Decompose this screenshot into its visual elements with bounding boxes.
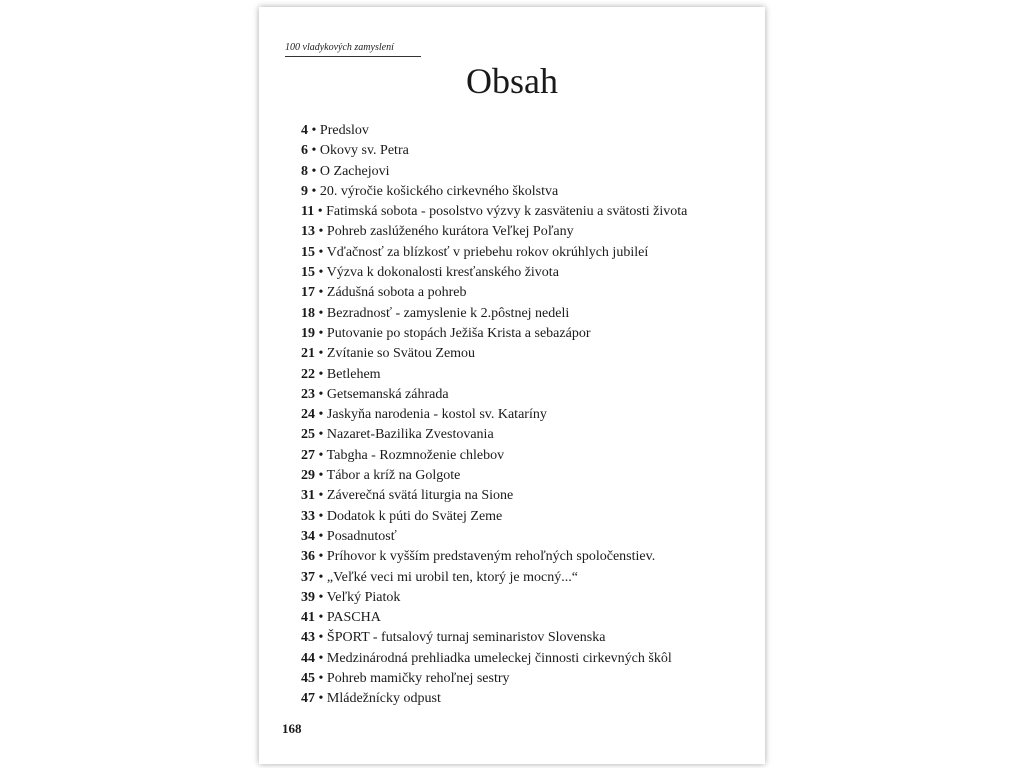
toc-bullet: • [308, 143, 320, 159]
toc-bullet: • [315, 589, 327, 605]
toc-entry [301, 324, 687, 344]
toc-entry-title: Putovanie po stopách Ježiša Krista a sebazápor [326, 325, 591, 341]
toc-entry [301, 405, 687, 425]
toc-bullet: • [315, 224, 327, 240]
toc-entry-title: Výzva k dokonalosti kresťanského života [326, 265, 559, 281]
toc-page-number: 18 [301, 305, 315, 321]
toc-bullet: • [308, 183, 320, 199]
toc-entry-title: O Zachejovi [319, 163, 390, 179]
toc-entry-title: Bezradnosť - zamyslenie k 2.pôstnej nedeli [326, 305, 570, 321]
toc-entry-title: Pohreb zaslúženého kurátora Veľkej Poľany [326, 224, 574, 240]
toc-entry-title: Posadnutosť [326, 528, 397, 544]
toc-entry-title: Okovy sv. Petra [319, 143, 409, 159]
toc-entry [301, 283, 687, 303]
toc-entry-title: Vďačnosť za blízkosť v priebehu rokov okrúhlych jubileí [326, 244, 649, 260]
toc-entry-title: Jaskyňa narodenia - kostol sv. Kataríny [326, 407, 547, 423]
toc-entry [301, 446, 687, 466]
toc-entry [301, 588, 687, 608]
toc-entry-title: Zvítanie so Svätou Zemou [326, 346, 476, 362]
toc-entry [301, 568, 687, 588]
toc-page-number: 47 [301, 691, 315, 707]
toc-entry-title: Príhovor k vyšším predstaveným rehoľných spoločenstiev. [326, 549, 656, 565]
toc-bullet: • [315, 305, 327, 321]
toc-entry [301, 689, 687, 709]
toc-page-number: 36 [301, 549, 315, 565]
toc-entry [301, 486, 687, 506]
toc-entry-title: Getsemanská záhrada [326, 386, 449, 402]
toc-entry-title: ŠPORT - futsalový turnaj seminaristov Slovenska [326, 630, 606, 646]
toc-bullet: • [314, 204, 327, 220]
toc-entry [301, 628, 687, 648]
toc-page-number: 13 [301, 224, 315, 240]
toc-bullet: • [315, 407, 327, 423]
toc-entry [301, 344, 687, 364]
toc-entry [301, 669, 687, 689]
toc-entry [301, 222, 687, 242]
toc-entry-title: Zádušná sobota a pohreb [326, 285, 467, 301]
toc-bullet: • [315, 265, 327, 281]
toc-bullet: • [315, 508, 327, 524]
toc-entry-title: Veľký Piatok [326, 589, 401, 605]
table-of-contents [301, 121, 687, 710]
toc-page-number: 39 [301, 589, 315, 605]
toc-page-number: 41 [301, 610, 315, 626]
toc-bullet: • [315, 671, 327, 687]
toc-entry [301, 507, 687, 527]
toc-entry [301, 649, 687, 669]
toc-page-number: 45 [301, 671, 315, 687]
page-number: 168 [282, 721, 302, 736]
toc-entry-title: Nazaret-Bazilika Zvestovania [326, 427, 494, 443]
toc-page-number: 23 [301, 386, 315, 402]
toc-page-number: 33 [301, 508, 315, 524]
toc-page-number: 19 [301, 325, 315, 341]
toc-entry [301, 162, 687, 182]
toc-bullet: • [315, 468, 327, 484]
toc-bullet: • [315, 528, 327, 544]
toc-entry-title: Tábor a kríž na Golgote [326, 468, 461, 484]
toc-entry-title: Medzinárodná prehliadka umeleckej činnosti cirkevných škôl [326, 650, 672, 666]
toc-bullet: • [315, 386, 327, 402]
toc-entry-title: Fatimská sobota - posolstvo výzvy k zasväteniu a svätosti života [326, 204, 688, 220]
toc-bullet: • [315, 366, 327, 382]
toc-bullet: • [308, 163, 320, 179]
toc-page-number: 25 [301, 427, 315, 443]
toc-bullet: • [315, 691, 327, 707]
toc-entry-title: Betlehem [326, 366, 381, 382]
toc-bullet: • [315, 488, 327, 504]
toc-page-number: 22 [301, 366, 315, 382]
toc-entry-title: PASCHA [326, 610, 381, 626]
toc-bullet: • [315, 447, 327, 463]
toc-page-number: 37 [301, 569, 315, 585]
toc-entry-title: Mládežnícky odpust [326, 691, 441, 707]
toc-page-number: 44 [301, 650, 315, 666]
toc-entry [301, 182, 687, 202]
toc-entry [301, 263, 687, 283]
toc-bullet: • [315, 285, 327, 301]
toc-page-number: 11 [301, 204, 315, 220]
toc-bullet: • [315, 650, 327, 666]
toc-bullet: • [315, 610, 327, 626]
toc-page-number: 4 [301, 123, 308, 138]
toc-bullet: • [315, 549, 327, 565]
toc-bullet: • [315, 325, 327, 341]
toc-entry [301, 304, 687, 324]
toc-entry-title: Dodatok k púti do Svätej Zeme [326, 508, 503, 524]
toc-entry-title: Predslov [319, 123, 369, 138]
toc-bullet: • [315, 630, 327, 646]
toc-entry [301, 385, 687, 405]
book-page [259, 7, 765, 764]
toc-entry [301, 202, 687, 222]
toc-page-number: 24 [301, 407, 315, 423]
toc-page-number: 17 [301, 285, 315, 301]
toc-page-number: 43 [301, 630, 315, 646]
toc-entry [301, 121, 687, 141]
running-head-rule [285, 56, 421, 57]
toc-entry-title: Pohreb mamičky rehoľnej sestry [326, 671, 510, 687]
toc-entry [301, 365, 687, 385]
toc-entry [301, 425, 687, 445]
page-title: Obsah [466, 61, 558, 101]
toc-bullet: • [315, 427, 327, 443]
toc-bullet: • [308, 123, 320, 138]
toc-bullet: • [315, 244, 327, 260]
toc-entry [301, 466, 687, 486]
toc-page-number: 34 [301, 528, 315, 544]
toc-entry [301, 243, 687, 263]
toc-page-number: 6 [301, 143, 308, 159]
toc-page-number: 29 [301, 468, 315, 484]
toc-entry-title: 20. výročie košického cirkevného školstva [319, 183, 559, 199]
toc-entry [301, 608, 687, 628]
toc-page-number: 31 [301, 488, 315, 504]
toc-page-number: 27 [301, 447, 315, 463]
toc-page-number: 15 [301, 265, 315, 281]
toc-page-number: 15 [301, 244, 315, 260]
toc-entry [301, 141, 687, 161]
toc-page-number: 8 [301, 163, 308, 179]
toc-bullet: • [315, 569, 327, 585]
toc-entry-title: Záverečná svätá liturgia na Sione [326, 488, 514, 504]
toc-entry-title: Tabgha - Rozmnoženie chlebov [326, 447, 505, 463]
toc-page-number: 21 [301, 346, 315, 362]
toc-entry [301, 527, 687, 547]
toc-entry [301, 547, 687, 567]
toc-page-number: 9 [301, 183, 308, 199]
toc-entry-title: „Veľké veci mi urobil ten, ktorý je mocný...“ [326, 569, 578, 585]
toc-bullet: • [315, 346, 327, 362]
running-head: 100 vladykových zamyslení [285, 42, 394, 53]
